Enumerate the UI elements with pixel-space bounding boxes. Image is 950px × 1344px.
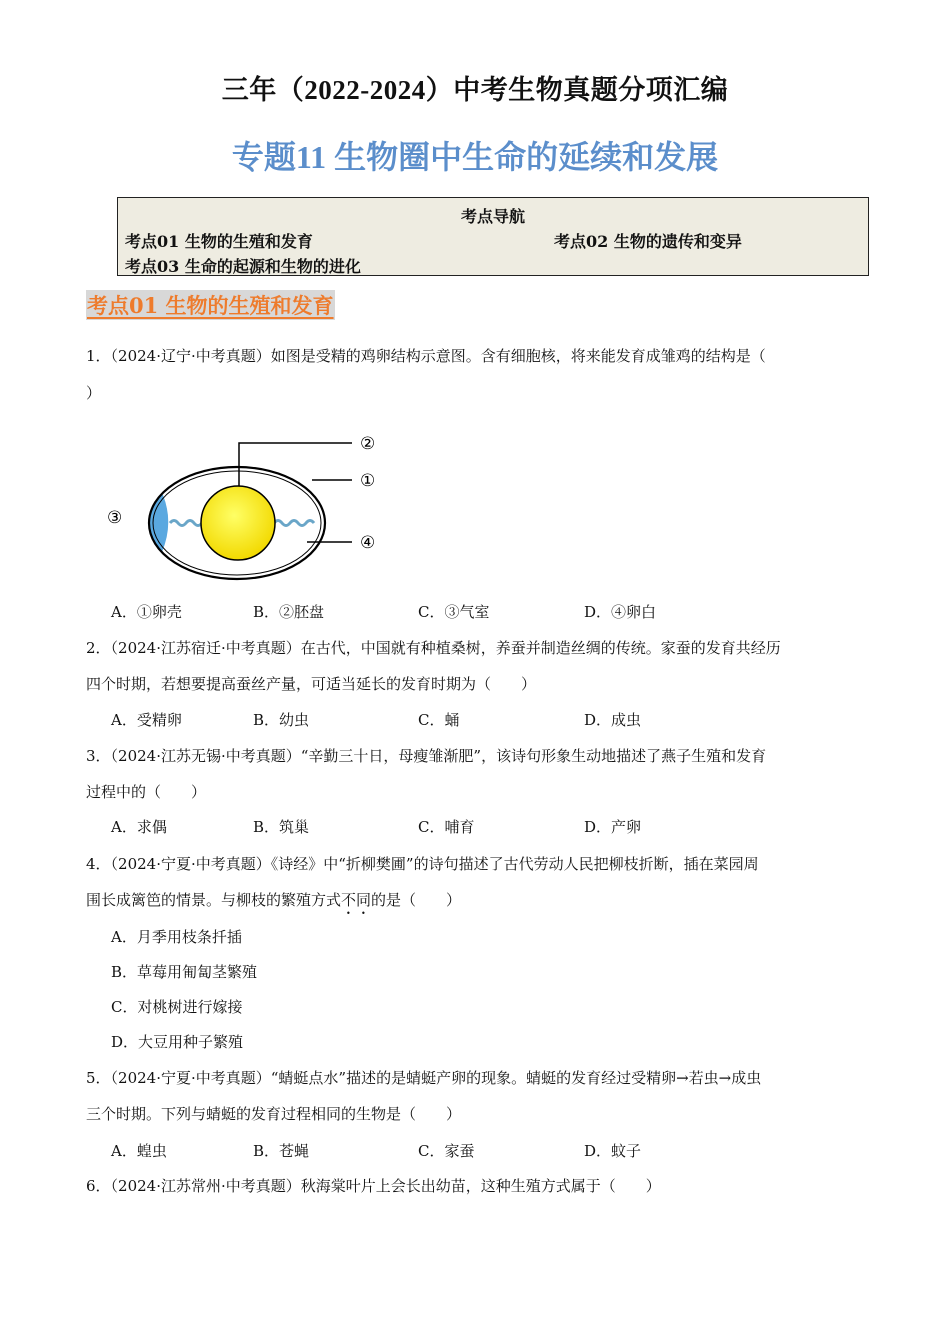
q1-option-c: C．③气室 — [418, 603, 490, 621]
chalaza-left — [170, 521, 202, 526]
question-1-line-1: 1．（2024·辽宁·中考真题）如图是受精的鸡卵结构示意图。含有细胞核，将来能发育成雏鸡的结构是（ — [86, 347, 766, 365]
question-4-line-2-text: 围长成篱笆的情景。与柳枝的繁殖方式 — [86, 891, 342, 909]
q3-option-a: A．求偶 — [111, 818, 167, 836]
q5-option-c: C．家蚕 — [418, 1142, 475, 1160]
main-title: 三年（2022-2024）中考生物真题分项汇编 — [221, 75, 729, 105]
topic-navigation-box — [117, 197, 869, 276]
egg-structure-diagram — [102, 425, 392, 585]
q4-option-b: B．草莓用匍匐茎繁殖 — [111, 963, 258, 981]
q5-option-a: A．蝗虫 — [111, 1142, 167, 1160]
nav-item-1: 考点01 生物的生殖和发育 — [125, 232, 313, 251]
q2-option-c: C．蛹 — [418, 711, 460, 729]
q2-option-b: B．幼虫 — [253, 711, 310, 729]
label-2: ② — [360, 434, 376, 454]
q4-option-a: A．月季用枝条扦插 — [111, 928, 242, 946]
label-3: ③ — [107, 508, 123, 528]
nav-item-3: 考点03 生命的起源和生物的进化 — [125, 257, 361, 276]
question-1-line-2: ） — [86, 384, 102, 402]
chalaza-right — [274, 521, 314, 526]
question-3-line-1: 3．（2024·江苏无锡·中考真题）“辛勤三十日，母瘦雏渐肥”，该诗句形象生动地描述了燕子生殖和发育 — [86, 747, 767, 765]
question-4-line-2-tail: 的是（ ） — [371, 891, 462, 909]
question-3-line-2: 过程中的（ ） — [86, 783, 207, 801]
emphasized-word: 不同 — [341, 891, 372, 909]
q4-option-c: C．对桃树进行嫁接 — [111, 998, 243, 1016]
yolk-shape — [201, 486, 275, 560]
question-2-line-2: 四个时期，若想要提高蚕丝产量，可适当延长的发育时期为（ ） — [86, 675, 537, 693]
topic-title: 专题11 生物圈中生命的延续和发展 — [231, 139, 719, 175]
q1-option-a: A．①卵壳 — [111, 603, 182, 621]
label-4: ④ — [360, 533, 376, 553]
question-5-line-2: 三个时期。下列与蜻蜓的发育过程相同的生物是（ ） — [86, 1105, 462, 1123]
q5-option-d: D．蚊子 — [584, 1142, 642, 1160]
q1-option-d: D．④卵白 — [584, 603, 657, 621]
q2-option-d: D．成虫 — [584, 711, 642, 729]
question-5-line-1: 5．（2024·宁夏·中考真题）“蜻蜓点水”描述的是蜻蜓产卵的现象。蜻蜓的发育经过受精卵→若虫→成虫 — [86, 1069, 762, 1087]
question-4-line-2 — [86, 890, 866, 918]
question-2-line-1: 2．（2024·江苏宿迁·中考真题）在古代，中国就有种植桑树，养蚕并制造丝绸的传统。家蚕的发育共经历 — [86, 639, 781, 657]
label-1: ① — [360, 471, 376, 491]
q3-option-b: B．筑巢 — [253, 818, 310, 836]
section-heading: 考点01 生物的生殖和发育 — [86, 290, 335, 320]
q3-option-d: D．产卵 — [584, 818, 642, 836]
q5-option-b: B．苍蝇 — [253, 1142, 310, 1160]
nav-box-title: 考点导航 — [460, 207, 525, 226]
nav-item-2: 考点02 生物的遗传和变异 — [554, 232, 742, 251]
q3-option-c: C．哺育 — [418, 818, 475, 836]
q1-option-b: B．②胚盘 — [253, 603, 325, 621]
question-4-line-1: 4．（2024·宁夏·中考真题）《诗经》中“折柳樊圃”的诗句描述了古代劳动人民把柳枝折断，插在菜园周 — [86, 855, 759, 873]
q2-option-a: A．受精卵 — [111, 711, 182, 729]
q4-option-d: D．大豆用种子繁殖 — [111, 1033, 244, 1051]
question-6-line-1: 6．（2024·江苏常州·中考真题）秋海棠叶片上会长出幼苗，这种生殖方式属于（ ） — [86, 1177, 661, 1195]
